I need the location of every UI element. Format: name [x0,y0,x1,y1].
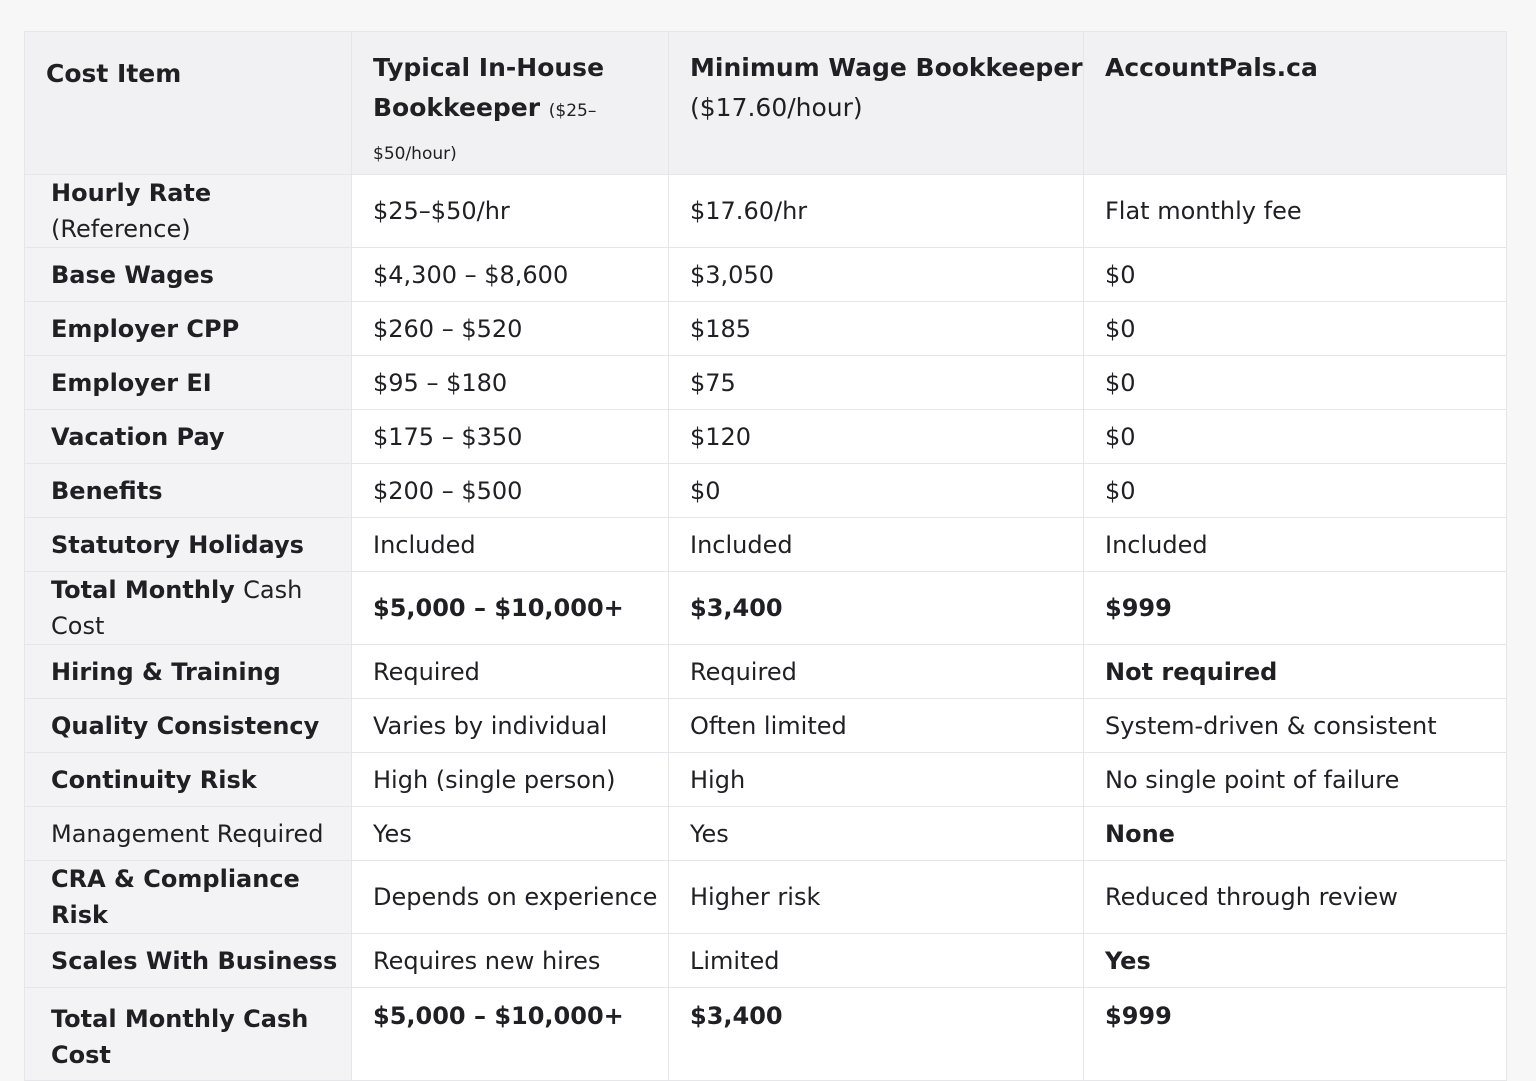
cell-minimum: Required [669,645,1084,699]
final-total-row [25,988,1507,1081]
cell-accountpals: $999 [1084,572,1507,645]
cell-accountpals: $0 [1084,302,1507,356]
cell-typical: Depends on experience [352,861,669,934]
cell-minimum: $185 [669,302,1084,356]
row-label: Employer CPP [25,302,352,356]
cell-accountpals: $0 [1084,464,1507,518]
table-row [25,699,1507,753]
header-typical-rate: ($25–$50/hour) [373,101,597,164]
cell-minimum: Limited [669,934,1084,988]
cell-accountpals: Not required [1084,645,1507,699]
cell-typical: Requires new hires [352,934,669,988]
row-label: CRA & Compliance Risk [25,861,352,934]
row-label: Base Wages [25,248,352,302]
cell-accountpals: Reduced through review [1084,861,1507,934]
cost-comparison-table [24,31,1507,1081]
cell-typical: $4,300 – $8,600 [352,248,669,302]
cell-accountpals: $0 [1084,356,1507,410]
table-row [25,302,1507,356]
cell-accountpals: Yes [1084,934,1507,988]
cell-minimum: $3,050 [669,248,1084,302]
cell-typical: $175 – $350 [352,410,669,464]
cell-minimum: Included [669,518,1084,572]
cell-accountpals: Included [1084,518,1507,572]
table-row [25,645,1507,699]
table-row [25,807,1507,861]
cell-typical: $95 – $180 [352,356,669,410]
cell-minimum: $3,400 [669,988,1084,1081]
cell-minimum: Often limited [669,699,1084,753]
row-label-regular: Cash Cost [51,576,303,640]
cell-minimum: $75 [669,356,1084,410]
cell-accountpals: $999 [1084,988,1507,1081]
cell-minimum: $120 [669,410,1084,464]
row-label: Total Monthly Cash Cost [25,572,352,645]
cell-accountpals: System-driven & consistent [1084,699,1507,753]
table-row [25,753,1507,807]
header-minimum-wage-bookkeeper: Minimum Wage Bookkeeper ($17.60/hour) [669,32,1084,175]
cell-minimum: Higher risk [669,861,1084,934]
cell-accountpals: No single point of failure [1084,753,1507,807]
table-row [25,356,1507,410]
table-row [25,410,1507,464]
row-label: Hourly Rate (Reference) [25,175,352,248]
table-row [25,518,1507,572]
cell-typical: Required [352,645,669,699]
cell-accountpals: None [1084,807,1507,861]
row-label: Scales With Business [25,934,352,988]
cell-typical: $200 – $500 [352,464,669,518]
row-label: Benefits [25,464,352,518]
cell-minimum: $17.60/hr [669,175,1084,248]
cell-minimum: High [669,753,1084,807]
cell-typical: Varies by individual [352,699,669,753]
row-label: Statutory Holidays [25,518,352,572]
header-accountpals: AccountPals.ca [1084,32,1507,175]
header-cost-item: Cost Item [25,32,352,175]
total-row [25,572,1507,645]
cell-typical: Included [352,518,669,572]
row-label: Employer EI [25,356,352,410]
row-label: Management Required [25,807,352,861]
row-label: Quality Consistency [25,699,352,753]
cell-minimum: $3,400 [669,572,1084,645]
cell-accountpals: Flat monthly fee [1084,175,1507,248]
row-label: Continuity Risk [25,753,352,807]
row-label: Hiring & Training [25,645,352,699]
cell-minimum: Yes [669,807,1084,861]
cell-accountpals: $0 [1084,248,1507,302]
row-label-note: (Reference) [51,215,191,243]
row-label: Vacation Pay [25,410,352,464]
cell-typical: $260 – $520 [352,302,669,356]
table-row [25,934,1507,988]
cell-typical: $25–$50/hr [352,175,669,248]
header-typical-bookkeeper: Typical In-House Bookkeeper ($25–$50/hour) [352,32,669,175]
cell-typical: High (single person) [352,753,669,807]
table-row [25,175,1507,248]
row-label: Total Monthly Cash Cost [25,988,352,1081]
cell-minimum: $0 [669,464,1084,518]
table-row [25,861,1507,934]
table-row [25,248,1507,302]
table-row [25,464,1507,518]
cell-typical: $5,000 – $10,000+ [352,988,669,1081]
cell-accountpals: $0 [1084,410,1507,464]
header-minimum-rate: ($17.60/hour) [690,93,863,122]
header-row [25,32,1507,175]
cell-typical: $5,000 – $10,000+ [352,572,669,645]
cell-typical: Yes [352,807,669,861]
